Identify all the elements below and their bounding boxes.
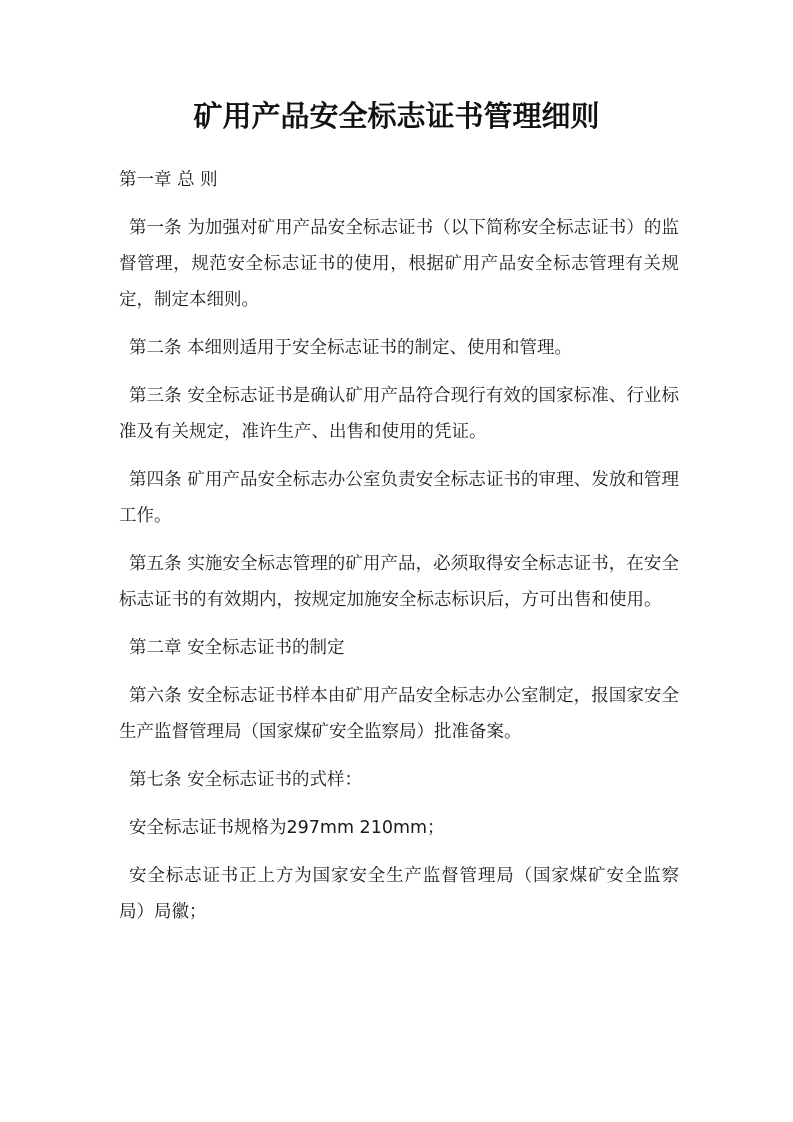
- article-paragraph: 第二条 本细则适用于安全标志证书的制定、使用和管理。: [129, 338, 573, 358]
- document-title: 矿用产品安全标志证书管理细则: [193, 99, 600, 133]
- document-body: [119, 162, 679, 942]
- article-paragraph: 第五条 实施安全标志管理的矿用产品，必须取得安全标志证书，在安全标志证书的有效期内，按规定加施安全标志标识后，方可出售和使用。: [119, 554, 679, 610]
- article-paragraph: 安全标志证书正上方为国家安全生产监督管理局（国家煤矿安全监察局）局徽；: [119, 866, 679, 922]
- article-paragraph: 第七条 安全标志证书的式样：: [129, 770, 363, 790]
- chapter-heading: 第一章 总 则: [119, 170, 218, 190]
- article-paragraph: 第六条 安全标志证书样本由矿用产品安全标志办公室制定，报国家安全生产监督管理局（国家煤矿安全监察局）批准备案。: [119, 686, 679, 742]
- chapter-heading: 第二章 安全标志证书的制定: [129, 638, 345, 658]
- article-paragraph: 第四条 矿用产品安全标志办公室负责安全标志证书的审理、发放和管理工作。: [119, 470, 679, 526]
- article-paragraph: 第三条 安全标志证书是确认矿用产品符合现行有效的国家标准、行业标准及有关规定，准许生产、出售和使用的凭证。: [119, 386, 679, 442]
- article-paragraph: 第一条 为加强对矿用产品安全标志证书（以下简称安全标志证书）的监督管理，规范安全标志证书的使用，根据矿用产品安全标志管理有关规定，制定本细则。: [119, 218, 679, 310]
- article-paragraph: 安全标志证书规格为297mm 210mm；: [129, 818, 445, 838]
